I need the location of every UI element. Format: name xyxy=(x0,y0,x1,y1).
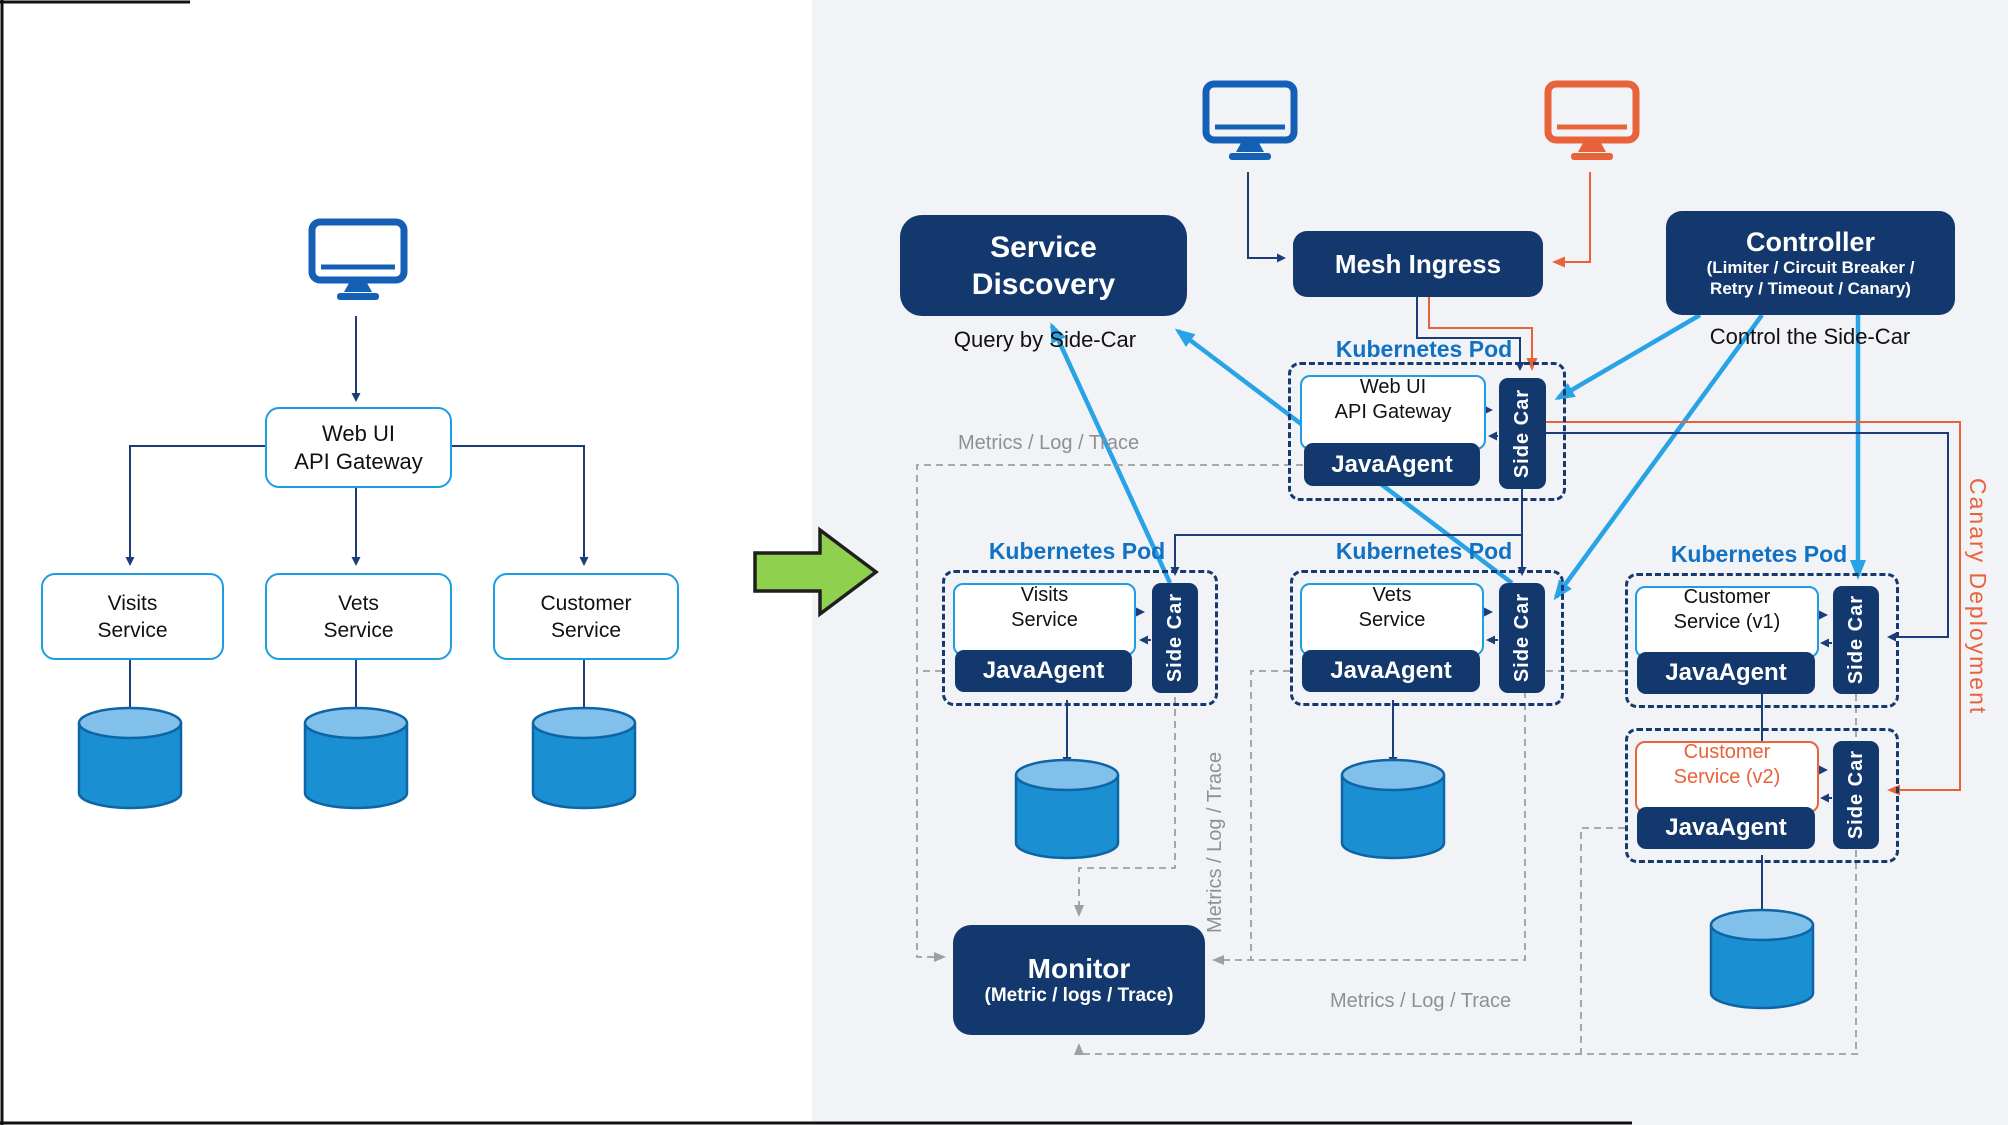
service-label: Visits xyxy=(1020,583,1069,606)
service-label: Customer xyxy=(540,591,632,615)
webui-service-box xyxy=(1300,375,1486,450)
sidecar-label: Side Car xyxy=(1511,388,1533,479)
metrics-label-bottom: Metrics / Log / Trace xyxy=(1330,990,1512,1012)
service-label: Service (v1) xyxy=(1673,611,1781,633)
gateway-label-line1: Web UI xyxy=(322,420,395,446)
monitor-icon xyxy=(312,222,404,300)
service-label: Service xyxy=(97,618,168,642)
mesh-ingress-title: Mesh Ingress xyxy=(1334,248,1502,279)
orange-monitor-icon xyxy=(1548,84,1636,160)
service-label: Service xyxy=(1011,608,1078,631)
service-label: Service xyxy=(550,618,622,642)
sidecar-label: Side Car xyxy=(1844,595,1867,685)
pod-label-visits: Kubernetes Pod xyxy=(988,538,1166,564)
controller-subtitle: Retry / Timeout / Canary) xyxy=(1710,279,1911,298)
sidecar-label: Side Car xyxy=(1163,593,1186,683)
metrics-label-vertical: Metrics / Log / Trace xyxy=(1204,751,1226,933)
database-cylinder-icon xyxy=(79,708,181,808)
service-label: Web UI xyxy=(1359,375,1427,398)
webui-javaagent-box: JavaAgent xyxy=(1304,443,1480,486)
controller-box xyxy=(1666,211,1955,315)
customer-v2-javaagent-box: JavaAgent xyxy=(1637,807,1815,849)
database-cylinder-icon xyxy=(533,708,635,808)
webui-sidecar-box xyxy=(1499,378,1546,489)
database-cylinder-icon xyxy=(305,708,407,808)
monitor-box xyxy=(953,925,1205,1035)
customer-v2-service-box xyxy=(1635,741,1819,813)
pod-label-webui: Kubernetes Pod xyxy=(1335,336,1513,362)
sidecar-label: Side Car xyxy=(1510,593,1533,683)
service-label: Vets xyxy=(1372,583,1412,606)
database-cylinder-icon xyxy=(1711,910,1813,1008)
metrics-label-top: Metrics / Log / Trace xyxy=(958,432,1140,454)
service-label: Visits xyxy=(107,591,158,615)
service-label: Service (v2) xyxy=(1673,766,1781,788)
left-gateway-box xyxy=(265,407,452,488)
vets-sidecar-box xyxy=(1499,583,1545,693)
customer-v1-javaagent-box: JavaAgent xyxy=(1637,652,1815,694)
green-right-arrow-icon xyxy=(755,530,876,614)
visits-sidecar-box xyxy=(1152,583,1198,693)
control-sidecar-label: Control the Side-Car xyxy=(1709,324,1911,349)
service-label: Customer xyxy=(1683,741,1771,763)
canary-deployment-label: Canary Deployment xyxy=(1965,478,1991,716)
monitor-title: Monitor xyxy=(1027,953,1131,984)
pod-label-customer-v1: Kubernetes Pod xyxy=(1670,541,1848,567)
service-label: Service xyxy=(323,618,394,642)
database-cylinder-icon xyxy=(1016,760,1118,858)
sidecar-label: Side Car xyxy=(1844,750,1867,840)
vets-service-box xyxy=(1300,583,1484,656)
visits-service-box xyxy=(953,583,1136,656)
service-label: Vets xyxy=(338,591,379,615)
left-customer-service-box xyxy=(493,573,679,660)
visits-javaagent-box: JavaAgent xyxy=(955,650,1132,692)
customer-v2-sidecar-box xyxy=(1833,741,1879,849)
blue-monitor-icon xyxy=(1206,84,1294,160)
pod-label-vets: Kubernetes Pod xyxy=(1335,538,1513,564)
query-by-sidecar-label: Query by Side-Car xyxy=(953,327,1137,352)
controller-subtitle: (Limiter / Circuit Breaker / xyxy=(1706,258,1915,277)
gateway-label-line2: API Gateway xyxy=(294,448,423,474)
database-cylinder-icon xyxy=(1342,760,1444,858)
customer-v1-service-box xyxy=(1635,586,1819,658)
mesh-ingress-box xyxy=(1293,231,1543,297)
monitor-subtitle: (Metric / logs / Trace) xyxy=(984,985,1174,1006)
left-visits-service-box xyxy=(41,573,224,660)
service-label: API Gateway xyxy=(1334,400,1452,423)
service-discovery-title: Service xyxy=(990,230,1097,264)
left-databases xyxy=(79,708,635,808)
left-vets-service-box xyxy=(265,573,452,660)
service-discovery-title: Discovery xyxy=(971,267,1116,301)
service-label: Service xyxy=(1358,608,1426,631)
service-discovery-box xyxy=(900,215,1187,316)
vets-javaagent-box: JavaAgent xyxy=(1302,650,1480,692)
controller-title: Controller xyxy=(1745,227,1875,257)
customer-v1-sidecar-box xyxy=(1833,586,1879,694)
service-label: Customer xyxy=(1683,586,1771,608)
